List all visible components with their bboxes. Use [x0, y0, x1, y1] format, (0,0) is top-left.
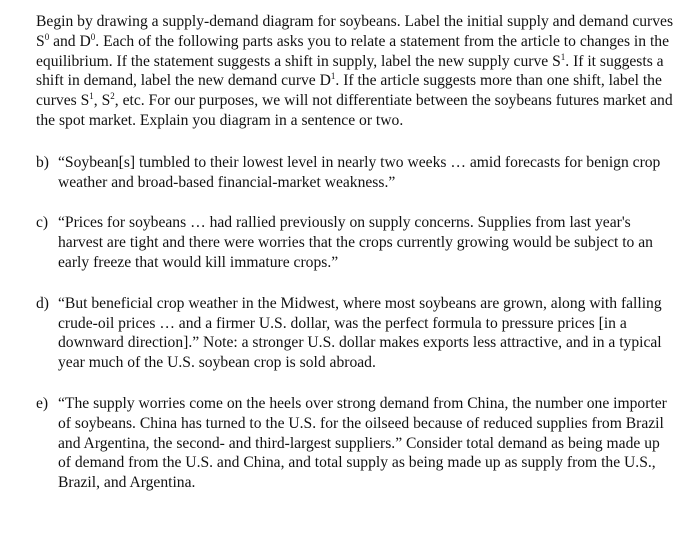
superscript-s2: 2	[110, 91, 115, 102]
question-part-d	[36, 294, 676, 373]
part-label: d)	[36, 294, 49, 312]
intro-text-6: , S	[93, 92, 111, 110]
part-text: “Prices for soybeans … had rallied previously on supply concerns. Supplies from last year's harvest are tight and there were worries that the crops currently growing would be subject to an early freeze that would kill immature crops.”	[58, 214, 653, 271]
intro-text-4: . If it suggests a shift in demand, label the new demand curve D	[36, 52, 664, 90]
part-label: e)	[36, 394, 49, 412]
part-label: c)	[36, 214, 49, 232]
superscript-s1-second: 1	[89, 91, 94, 102]
superscript-s0: 0	[44, 31, 50, 42]
intro-text-7: , etc. For our purposes, we will not differentiate between the soybeans futures market and the spot market. Explain you diagram in a sentence or two.	[36, 92, 673, 129]
intro-text-1: Begin by drawing a supply-demand diagram for soybeans. Label the initial supply and demand curves S	[36, 13, 674, 50]
question-part-b	[36, 153, 676, 193]
superscript-d1: 1	[330, 71, 336, 82]
superscript-d0: 0	[90, 31, 96, 42]
part-label: b)	[36, 153, 49, 171]
part-text: “Soybean[s] tumbled to their lowest level in nearly two weeks … amid forecasts for benign crop weather and broad-based financial-market weakness.”	[58, 153, 661, 191]
intro-text-2: and D	[49, 32, 91, 50]
document	[36, 12, 676, 512]
question-part-c	[36, 213, 676, 272]
intro-paragraph	[36, 12, 676, 131]
question-part-e	[36, 394, 676, 493]
superscript-s1: 1	[560, 51, 566, 62]
intro-text-5: . If the article suggests more than one shift, label the curves S	[36, 72, 662, 110]
part-text: “The supply worries come on the heels over strong demand from China, the number one importer of soybeans. China has turned to the U.S. for the oilseed because of reduced supplies from Brazil and Argentina, the second- and third-largest suppliers.” Consider total demand as being made up of demand from the U.S. and China, and total supply as being made up as supply from the U.S., Brazil, and Argentina.	[58, 394, 667, 492]
part-text: “But beneficial crop weather in the Midwest, where most soybeans are grown, along with falling crude-oil prices … and a firmer U.S. dollar, was the perfect formula to pressure prices [in a downward direction].” Note: a stronger U.S. dollar makes exports less attractive, and in a typical year much of the U.S. soybean crop is sold abroad.	[58, 294, 662, 372]
intro-text-3: . Each of the following parts asks you to relate a statement from the article to changes in the equilibrium. If the statement suggests a shift in supply, label the new supply curve S	[36, 32, 670, 70]
